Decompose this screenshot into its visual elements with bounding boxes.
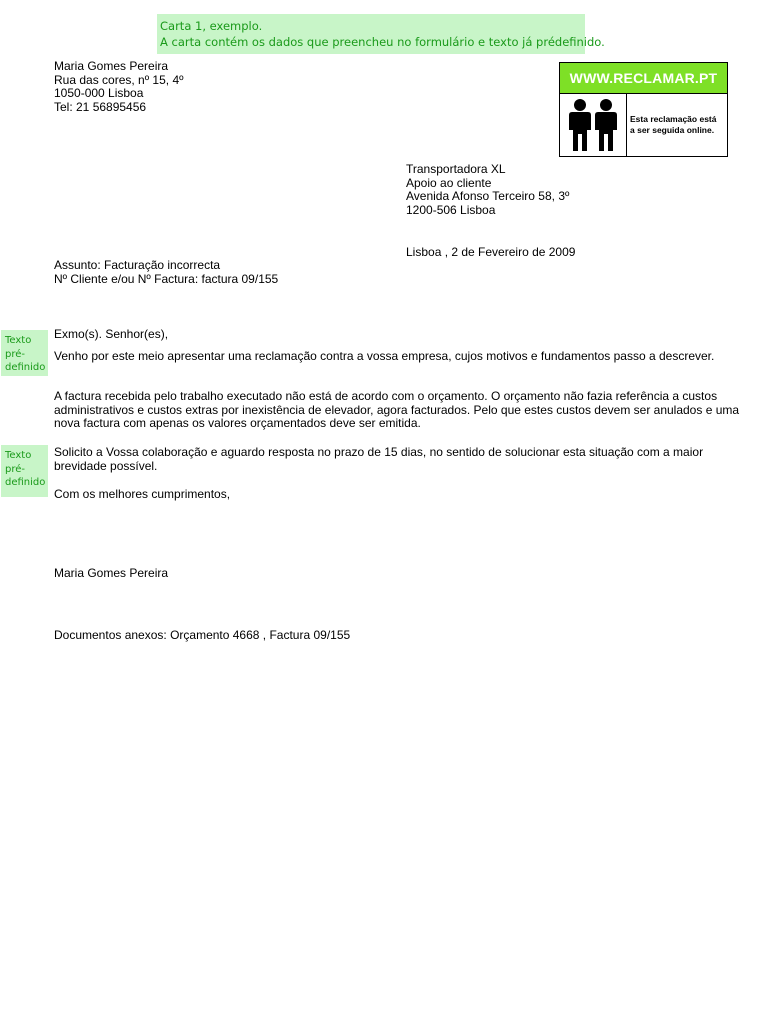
two-people-icon <box>560 94 627 156</box>
sender-block <box>54 60 184 114</box>
sender-street: Rua das cores, nº 15, 4º <box>54 72 184 87</box>
paragraph-intro: Venho por este meio apresentar uma reclamação contra a vossa empresa, cujos motivos e fundamentos passo a descrever. <box>54 349 715 363</box>
paragraph-details: A factura recebida pelo trabalho executado não está de acordo com o orçamento. O orçamento não fazia referência a custos administrativos e custos extras por inexistência de elevador, agora facturados. Pelo que estes custos devem ser anulados e uma nova factura com apenas os valores orçamentados deve ser emitida. <box>54 389 740 431</box>
predefined-text-note: Texto pré- definido <box>1 330 48 376</box>
invoice-reference: Nº Cliente e/ou Nº Factura: factura 09/155 <box>54 271 279 286</box>
greeting: Exmo(s). Senhor(es), <box>54 327 169 341</box>
subject-block <box>54 259 278 286</box>
attachments: Documentos anexos: Orçamento 4668 , Factura 09/155 <box>54 628 351 642</box>
sender-name: Maria Gomes Pereira <box>54 59 169 73</box>
sender-city: 1050-000 Lisboa <box>54 86 144 101</box>
signature: Maria Gomes Pereira <box>54 566 169 580</box>
sender-phone: Tel: 21 56895456 <box>54 99 147 114</box>
badge-url[interactable]: WWW.RECLAMAR.PT <box>560 63 727 94</box>
recipient-city: 1200-506 Lisboa <box>406 202 496 217</box>
example-note-description: A carta contém os dados que preencheu no formulário e texto já prédefinido. <box>160 35 605 49</box>
predefined-text-note: Texto pré- definido <box>1 445 48 497</box>
letter-date: Lisboa , 2 de Fevereiro de 2009 <box>406 245 576 259</box>
example-note <box>157 14 605 54</box>
closing: Com os melhores cumprimentos, <box>54 487 231 501</box>
reclamar-badge[interactable] <box>559 62 728 157</box>
recipient-company: Transportadora XL <box>406 162 506 176</box>
recipient-street: Avenida Afonso Terceiro 58, 3º <box>406 189 570 204</box>
example-note-title: Carta 1, exemplo. <box>160 19 263 33</box>
paragraph-request: Solicito a Vossa colaboração e aguardo resposta no prazo de 15 dias, no sentido de solucionar esta situação com a maior brevidade possível. <box>54 445 704 473</box>
recipient-department: Apoio ao cliente <box>406 175 492 190</box>
subject-line: Assunto: Facturação incorrecta <box>54 258 221 272</box>
recipient-block <box>406 163 569 217</box>
badge-tracking-text: Esta reclamação está a ser seguida online. <box>630 114 717 135</box>
